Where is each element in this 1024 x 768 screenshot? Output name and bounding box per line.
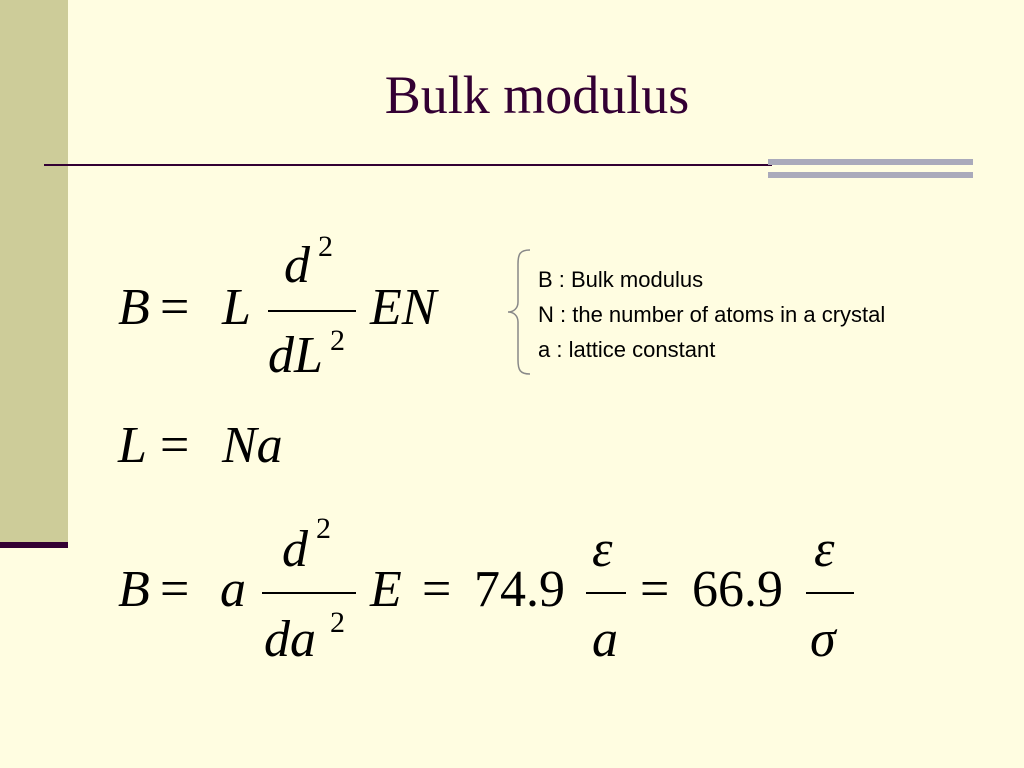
eq3-frac2-den: σ <box>810 611 836 668</box>
legend-item-b: B : Bulk modulus <box>538 267 704 292</box>
variable-legend <box>538 262 885 367</box>
eq3-frac1-den: a <box>592 611 618 668</box>
legend-item-a: a : lattice constant <box>538 337 716 362</box>
eq1-equals: = <box>160 279 190 336</box>
eq2-rhs: Na <box>222 417 283 474</box>
eq3-coefficient-2: 66.9 <box>692 561 783 618</box>
eq1-den-exp: 2 <box>330 324 345 357</box>
eq1-lhs: B <box>118 279 150 336</box>
eq1-fraction-bar <box>268 310 356 312</box>
eq3-lhs: B <box>118 561 150 618</box>
eq3-equals-2: = <box>422 561 452 618</box>
eq3-coef: a <box>220 561 246 618</box>
eq1-den: dL <box>268 327 323 384</box>
eq3-den: da <box>264 611 316 668</box>
eq3-energy: E <box>370 561 402 618</box>
eq3-coefficient-1: 74.9 <box>474 561 565 618</box>
eq1-num: d <box>284 237 310 294</box>
eq3-fraction-bar-1 <box>262 592 356 594</box>
eq3-frac1-num: ε <box>592 521 613 578</box>
eq3-equals-3: = <box>640 561 670 618</box>
eq1-coef: L <box>222 279 251 336</box>
eq1-tail: EN <box>370 279 437 336</box>
legend-item-n: N : the number of atoms in a crystal <box>538 302 886 327</box>
title-rule-accent <box>768 159 973 179</box>
eq3-den-exp: 2 <box>330 606 345 639</box>
eq3-frac2-num: ε <box>814 521 835 578</box>
eq2-lhs: L <box>118 417 147 474</box>
eq3-num-exp: 2 <box>316 512 331 545</box>
eq3-fraction-bar-3 <box>806 592 854 594</box>
left-brace-icon <box>506 248 534 376</box>
title-rule <box>44 164 772 166</box>
eq3-num: d <box>282 521 308 578</box>
eq3-equals-1: = <box>160 561 190 618</box>
left-decor-bar-base <box>0 542 68 548</box>
eq1-num-exp: 2 <box>318 230 333 263</box>
eq2-equals: = <box>160 417 190 474</box>
slide-title: Bulk modulus <box>384 65 690 125</box>
eq3-fraction-bar-2 <box>586 592 626 594</box>
